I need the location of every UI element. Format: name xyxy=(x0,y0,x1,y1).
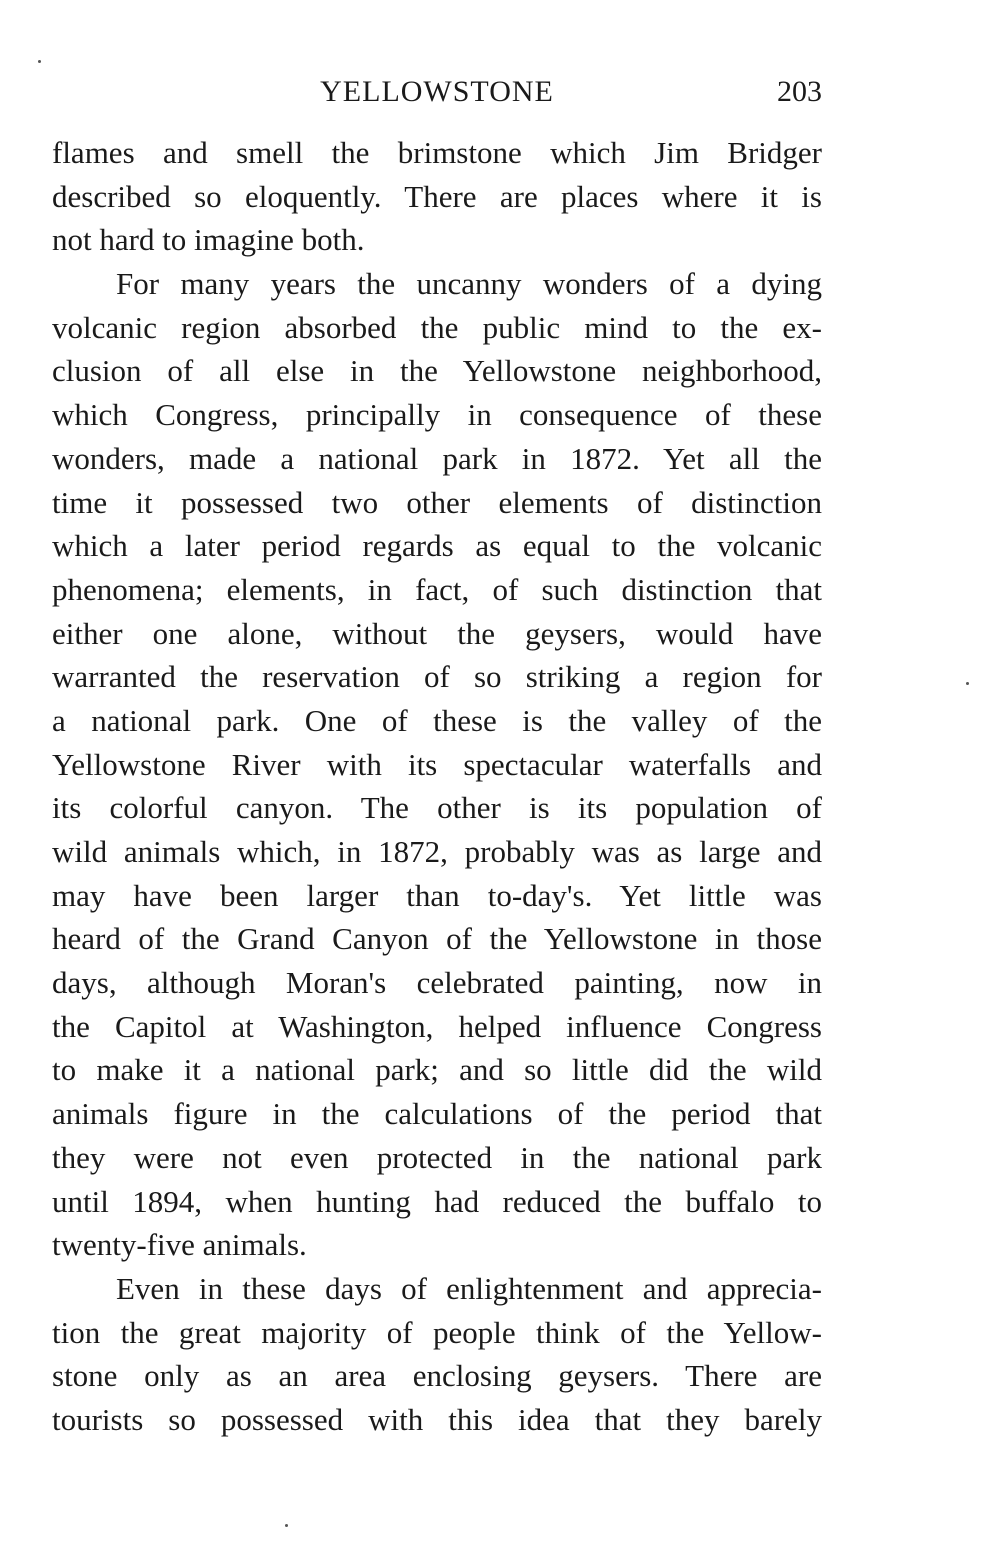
text-line: phenomena; elements, in fact, of such distinction that xyxy=(52,571,822,607)
text-line: wild animals which, in 1872, probably was as large and xyxy=(52,834,822,869)
text-line: animals figure in the calculations of the period that xyxy=(52,1096,822,1132)
text-line: For many years the uncanny wonders of a dying xyxy=(116,266,822,302)
text-line: until 1894, when hunting had reduced the buffalo to xyxy=(52,1183,822,1219)
text-line: tourists so possessed with this idea that they barely xyxy=(52,1401,822,1437)
text-line: the Capitol at Washington, helped influence Congress xyxy=(52,1008,822,1044)
text-line: a national park. One of these is the valley of the xyxy=(52,702,822,738)
text-line: flames and smell the brimstone which Jim Bridger xyxy=(52,135,822,170)
text-line: Even in these days of enlightenment and apprecia- xyxy=(116,1270,822,1306)
scan-speck xyxy=(285,1524,288,1527)
text-line: may have been larger than to-day's. Yet little was xyxy=(52,877,822,913)
page-number: 203 xyxy=(777,75,822,108)
text-line: not hard to imagine both. xyxy=(52,222,365,258)
text-line: warranted the reservation of so striking a region for xyxy=(52,659,822,695)
running-title: YELLOWSTONE xyxy=(320,75,554,108)
text-line: they were not even protected in the national park xyxy=(52,1139,822,1175)
text-line: either one alone, without the geysers, would have xyxy=(52,615,822,651)
text-line: wonders, made a national park in 1872. Yet all the xyxy=(52,440,822,476)
text-line: clusion of all else in the Yellowstone neighborhood, xyxy=(52,353,822,389)
text-line: days, although Moran's celebrated painting, now in xyxy=(52,965,822,1001)
text-line: volcanic region absorbed the public mind to the ex- xyxy=(52,309,822,345)
text-line: its colorful canyon. The other is its population of xyxy=(52,790,822,826)
text-line: to make it a national park; and so little did the wild xyxy=(52,1052,822,1088)
text-line: twenty-five animals. xyxy=(52,1227,307,1263)
text-line: described so eloquently. There are places where it is xyxy=(52,178,822,214)
scan-speck xyxy=(966,682,969,685)
scan-speck xyxy=(38,60,41,63)
text-line: heard of the Grand Canyon of the Yellowstone in those xyxy=(52,921,822,957)
text-line: which a later period regards as equal to the volcanic xyxy=(52,528,822,564)
body-text xyxy=(52,131,822,1442)
text-line: Yellowstone River with its spectacular waterfalls and xyxy=(52,746,822,782)
text-line: time it possessed two other elements of distinction xyxy=(52,484,822,520)
text-line: tion the great majority of people think of the Yellow- xyxy=(52,1314,822,1350)
text-line: stone only as an area enclosing geysers. There are xyxy=(52,1358,822,1394)
text-line: which Congress, principally in consequence of these xyxy=(52,397,822,433)
running-head xyxy=(52,72,822,112)
